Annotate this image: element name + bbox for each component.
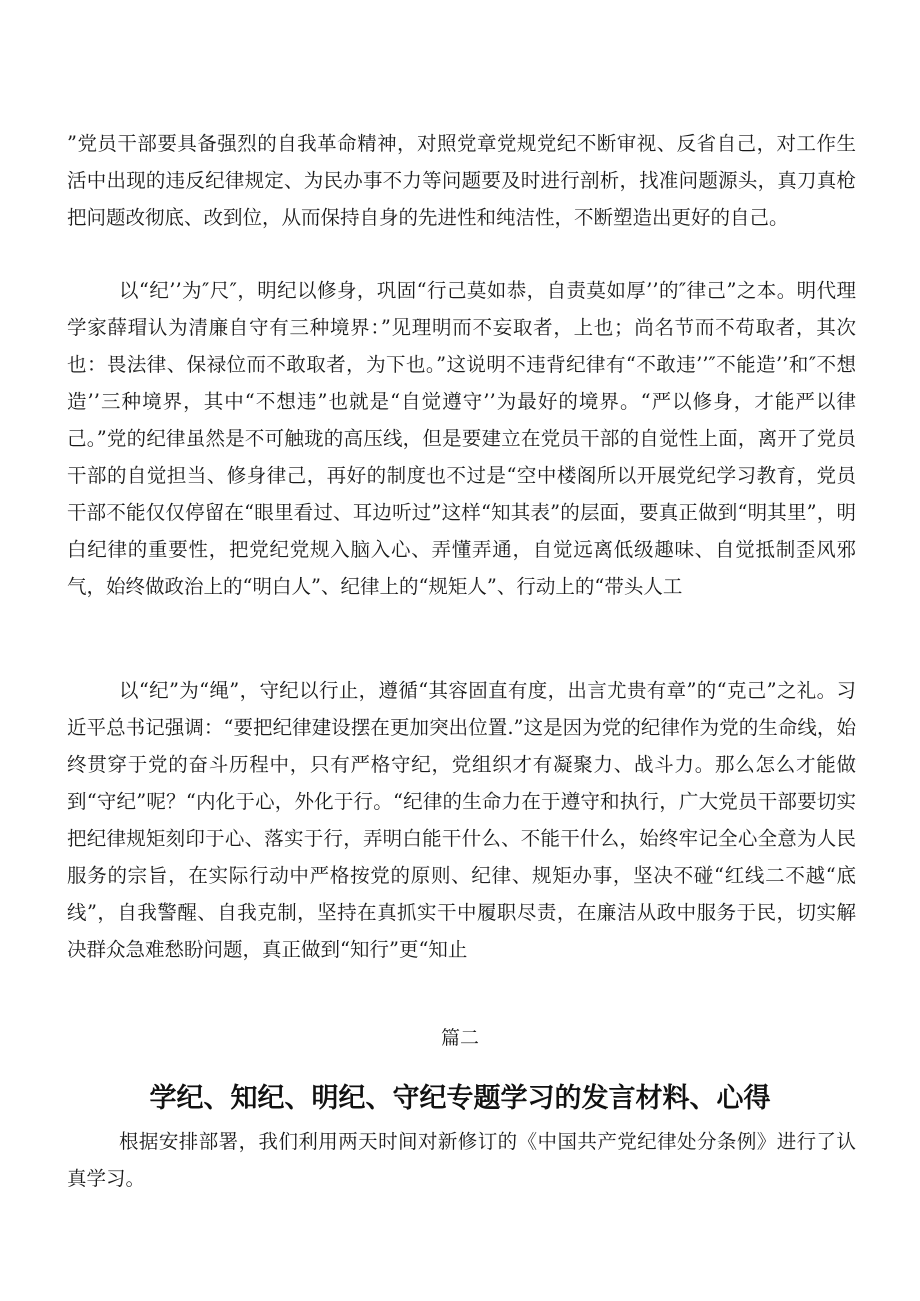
section-label: 篇二 [440, 1027, 479, 1049]
paragraph-3: 以“纪”为“绳”，守纪以行止，遵循“其容固直有度，出言尤贵有章”的“克己”之礼。习近平总书记强调：“要把纪律建设摆在更加突出位置.”这是因为党的纪律作为党的生命线，始终贯穿于党的奋斗历程中，只有严格守纪，党组织才有凝聚力、战斗力。那么怎么才能做到“守纪”呢？“内化于心，外化于行。“纪律的生命力在于遵守和执行，广大党员干部要切实把纪律规矩刻印于心、落实于行，弄明白能干什么、不能干什么，始终牢记全心全意为人民服务的宗旨，在实际行动中严格按党的原则、纪律、规矩办事，坚决不碰“红线二不越“底线”，自我警醒、自我克制，坚持在真抓实干中履职尽责，在廉洁从政中服务于民，切实解决群众急难愁盼问题，真正做到“知行”更“知止 [67, 679, 856, 961]
paragraph-2: 以“纪’’为″尺″，明纪以修身，巩固“行己莫如恭，自责莫如厚’’的″律己”之本。明代理学家薛瑁认为清廉自守有三种境界：”见理明而不妄取者，上也；尚名节而不苟取者，其次也：畏法律、保禄位而不敢取者，为下也。”这说明不违背纪律有“不敢违’’″不能造’’和″不想造’’三种境界，其中“不想违”也就是“自觉遵守’’为最好的境界。“严以修身，才能严以律己。”党的纪律虽然是不可触珑的高压线，但是要建立在党员干部的自觉性上面，离开了党员干部的自觉担当、修身律己，再好的制度也不过是“空中楼阁所以开展党纪学习教育，党员干部不能仅仅停留在“眼里看过、耳边听过”这样“知其表”的层面，要真正做到“明其里”，明白纪律的重要性，把党纪党规入脑入心、弄懂弄通，自觉远离低级趣味、自觉抵制歪风邪气，始终做政治上的“明白人”、纪律上的“规矩人”、行动上的“带头人工 [67, 279, 856, 598]
closing-paragraph: 根据安排部署，我们利用两天时间对新修订的《中国共产党纪律处分条例》进行了认真学习。 [67, 1130, 856, 1190]
section-heading: 学纪、知纪、明纪、守纪专题学习的发言材料、心得 [149, 1083, 771, 1114]
paragraph-1: ”党员干部要具备强烈的自我革命精神，对照党章党规党纪不断审视、反省自己，对工作生活中出现的违反纪律规定、为民办事不力等问题要及时进行剖析，找准问题源头，真刀真枪把问题改彻底、改到位，从而保持自身的先进性和纯洁性，不断塑造出更好的自己。 [67, 132, 856, 229]
